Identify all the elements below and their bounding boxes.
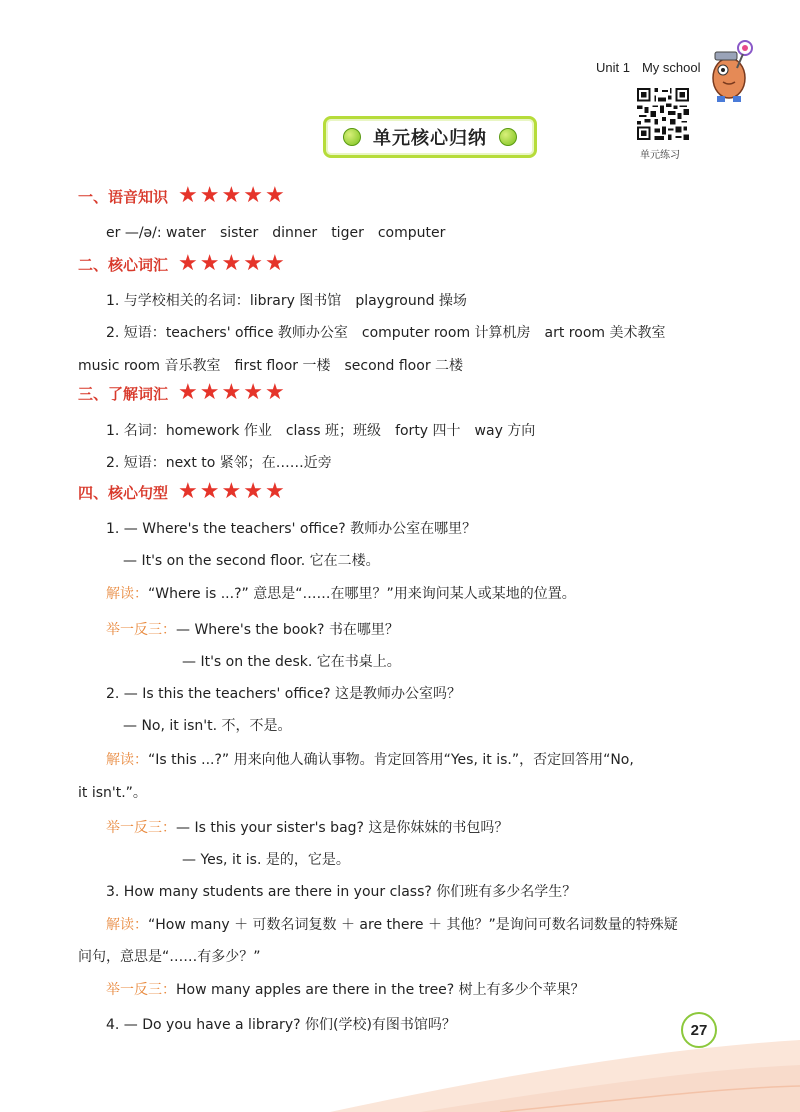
star-icon: ★ [264, 183, 285, 208]
example-label: 举一反三： [106, 622, 176, 638]
phonics-line [106, 225, 445, 241]
example-line [106, 619, 399, 639]
green-dot-icon [499, 128, 517, 146]
star-icon: ★ [264, 479, 285, 504]
note-line-cont: 问句，意思是“……有多少？” [78, 949, 261, 965]
sentence-answer: — It's on the second floor. 它在二楼。 [123, 553, 380, 569]
section-heading [78, 253, 287, 275]
phonics-word: water [166, 225, 206, 241]
example-answer: — It's on the desk. 它在书桌上。 [182, 654, 401, 670]
star-icon: ★ [199, 479, 220, 504]
star-rating [178, 253, 287, 275]
star-rating [178, 481, 287, 503]
running-header [596, 60, 701, 75]
star-icon: ★ [178, 183, 198, 208]
vocab-item: class 班；班级 [285, 423, 382, 439]
footer-wave-decoration [0, 1010, 800, 1112]
note-label: 解读： [106, 586, 148, 602]
example-line [106, 979, 585, 999]
vocab-line [78, 355, 463, 375]
phonics-word: dinner [272, 225, 318, 241]
note-line [106, 914, 678, 934]
mascot-illustration [705, 38, 755, 104]
vocab-item: playground 操场 [355, 293, 467, 309]
note-line [106, 749, 634, 769]
vocab-item: second floor 二楼 [344, 358, 464, 374]
star-icon: ★ [199, 380, 220, 405]
section-heading [78, 382, 287, 404]
vocab-item: teachers' office 教师办公室 [165, 325, 348, 341]
unit-title: My school [641, 60, 701, 75]
phonics-word: sister [219, 225, 259, 241]
section-heading [78, 185, 287, 207]
section-heading [78, 481, 287, 503]
section-title: 一、语音知识 [78, 187, 169, 206]
vocab-item: library 图书馆 [249, 293, 342, 309]
vocab-item: homework 作业 [165, 423, 272, 439]
green-dot-icon [343, 128, 361, 146]
unit-label: Unit 1 [596, 60, 630, 75]
vocab-item: forty 四十 [395, 423, 461, 439]
star-icon: ★ [243, 380, 263, 405]
note-line-cont: it isn't.”。 [78, 785, 147, 801]
vocab-prefix: 1. 名词： [106, 423, 166, 439]
star-icon: ★ [264, 251, 285, 276]
star-icon: ★ [243, 183, 263, 208]
note-line [106, 583, 576, 603]
note-label: 解读： [106, 752, 148, 768]
vocab-item: art room 美术教室 [544, 325, 666, 341]
example-line [106, 817, 508, 837]
star-icon: ★ [199, 183, 220, 208]
vocab-item: first floor 一楼 [234, 358, 331, 374]
example-label: 举一反三： [106, 820, 176, 836]
vocab-prefix: 2. 短语： [106, 325, 166, 341]
note-text: “Is this ...?” 用来向他人确认事物。肯定回答用“Yes, it is.”，否定回答用“No, [148, 752, 634, 768]
example-label: 举一反三： [106, 982, 176, 998]
star-icon: ★ [221, 183, 242, 208]
phonics-label: er —/ə/: [106, 225, 167, 241]
star-icon: ★ [243, 479, 263, 504]
vocab-item: way 方向 [474, 423, 536, 439]
sentence-question: 1. — Where's the teachers' office? 教师办公室在哪里？ [106, 521, 477, 537]
example-text: How many apples are there in the tree? 树上有多少个苹果？ [176, 982, 585, 998]
example-answer: — Yes, it is. 是的，它是。 [182, 852, 350, 868]
star-icon: ★ [178, 479, 198, 504]
vocab-item: music room 音乐教室 [78, 358, 221, 374]
section-title: 四、核心句型 [78, 483, 169, 502]
qr-label: 单元练习 [640, 150, 680, 161]
star-icon: ★ [264, 380, 285, 405]
example-text: — Where's the book? 书在哪里？ [176, 622, 399, 638]
vocab-line [106, 290, 467, 310]
page-number: 27 [681, 1012, 717, 1048]
sentence-question: 2. — Is this the teachers' office? 这是教师办公室吗？ [106, 686, 462, 702]
star-rating [178, 382, 287, 404]
section-title: 二、核心词汇 [78, 255, 169, 274]
section-title: 三、了解词汇 [78, 384, 169, 403]
star-icon: ★ [243, 251, 263, 276]
star-rating [178, 185, 287, 207]
vocab-line [106, 420, 535, 440]
star-icon: ★ [178, 380, 198, 405]
sentence-answer: — No, it isn't. 不，不是。 [123, 718, 292, 734]
vocab-prefix: 1. 与学校相关的名词： [106, 293, 250, 309]
note-text: “How many ＋ 可数名词复数 ＋ are there ＋ 其他？”是询问可数名词数量的特殊疑 [148, 917, 678, 933]
qr-code[interactable] [635, 86, 691, 142]
vocab-line [106, 322, 665, 342]
star-icon: ★ [221, 380, 242, 405]
phonics-word: tiger [331, 225, 364, 241]
star-icon: ★ [199, 251, 220, 276]
phonics-word: computer [377, 225, 446, 241]
example-text: — Is this your sister's bag? 这是你妹妹的书包吗？ [176, 820, 509, 836]
sentence-question: 3. How many students are there in your class? 你们班有多少名学生？ [106, 884, 577, 900]
note-label: 解读： [106, 917, 148, 933]
banner-title: 单元核心归纳 [373, 128, 487, 149]
sentence-question: 4. — Do you have a library? 你们(学校)有图书馆吗？ [106, 1017, 456, 1033]
note-text: “Where is ...?” 意思是“……在哪里？”用来询问某人或某地的位置。 [148, 586, 576, 602]
vocab-item: computer room 计算机房 [361, 325, 531, 341]
star-icon: ★ [221, 479, 242, 504]
chapter-banner [323, 116, 537, 158]
vocab-line: 2. 短语：next to 紧邻；在……近旁 [106, 455, 332, 471]
star-icon: ★ [221, 251, 242, 276]
star-icon: ★ [178, 251, 198, 276]
